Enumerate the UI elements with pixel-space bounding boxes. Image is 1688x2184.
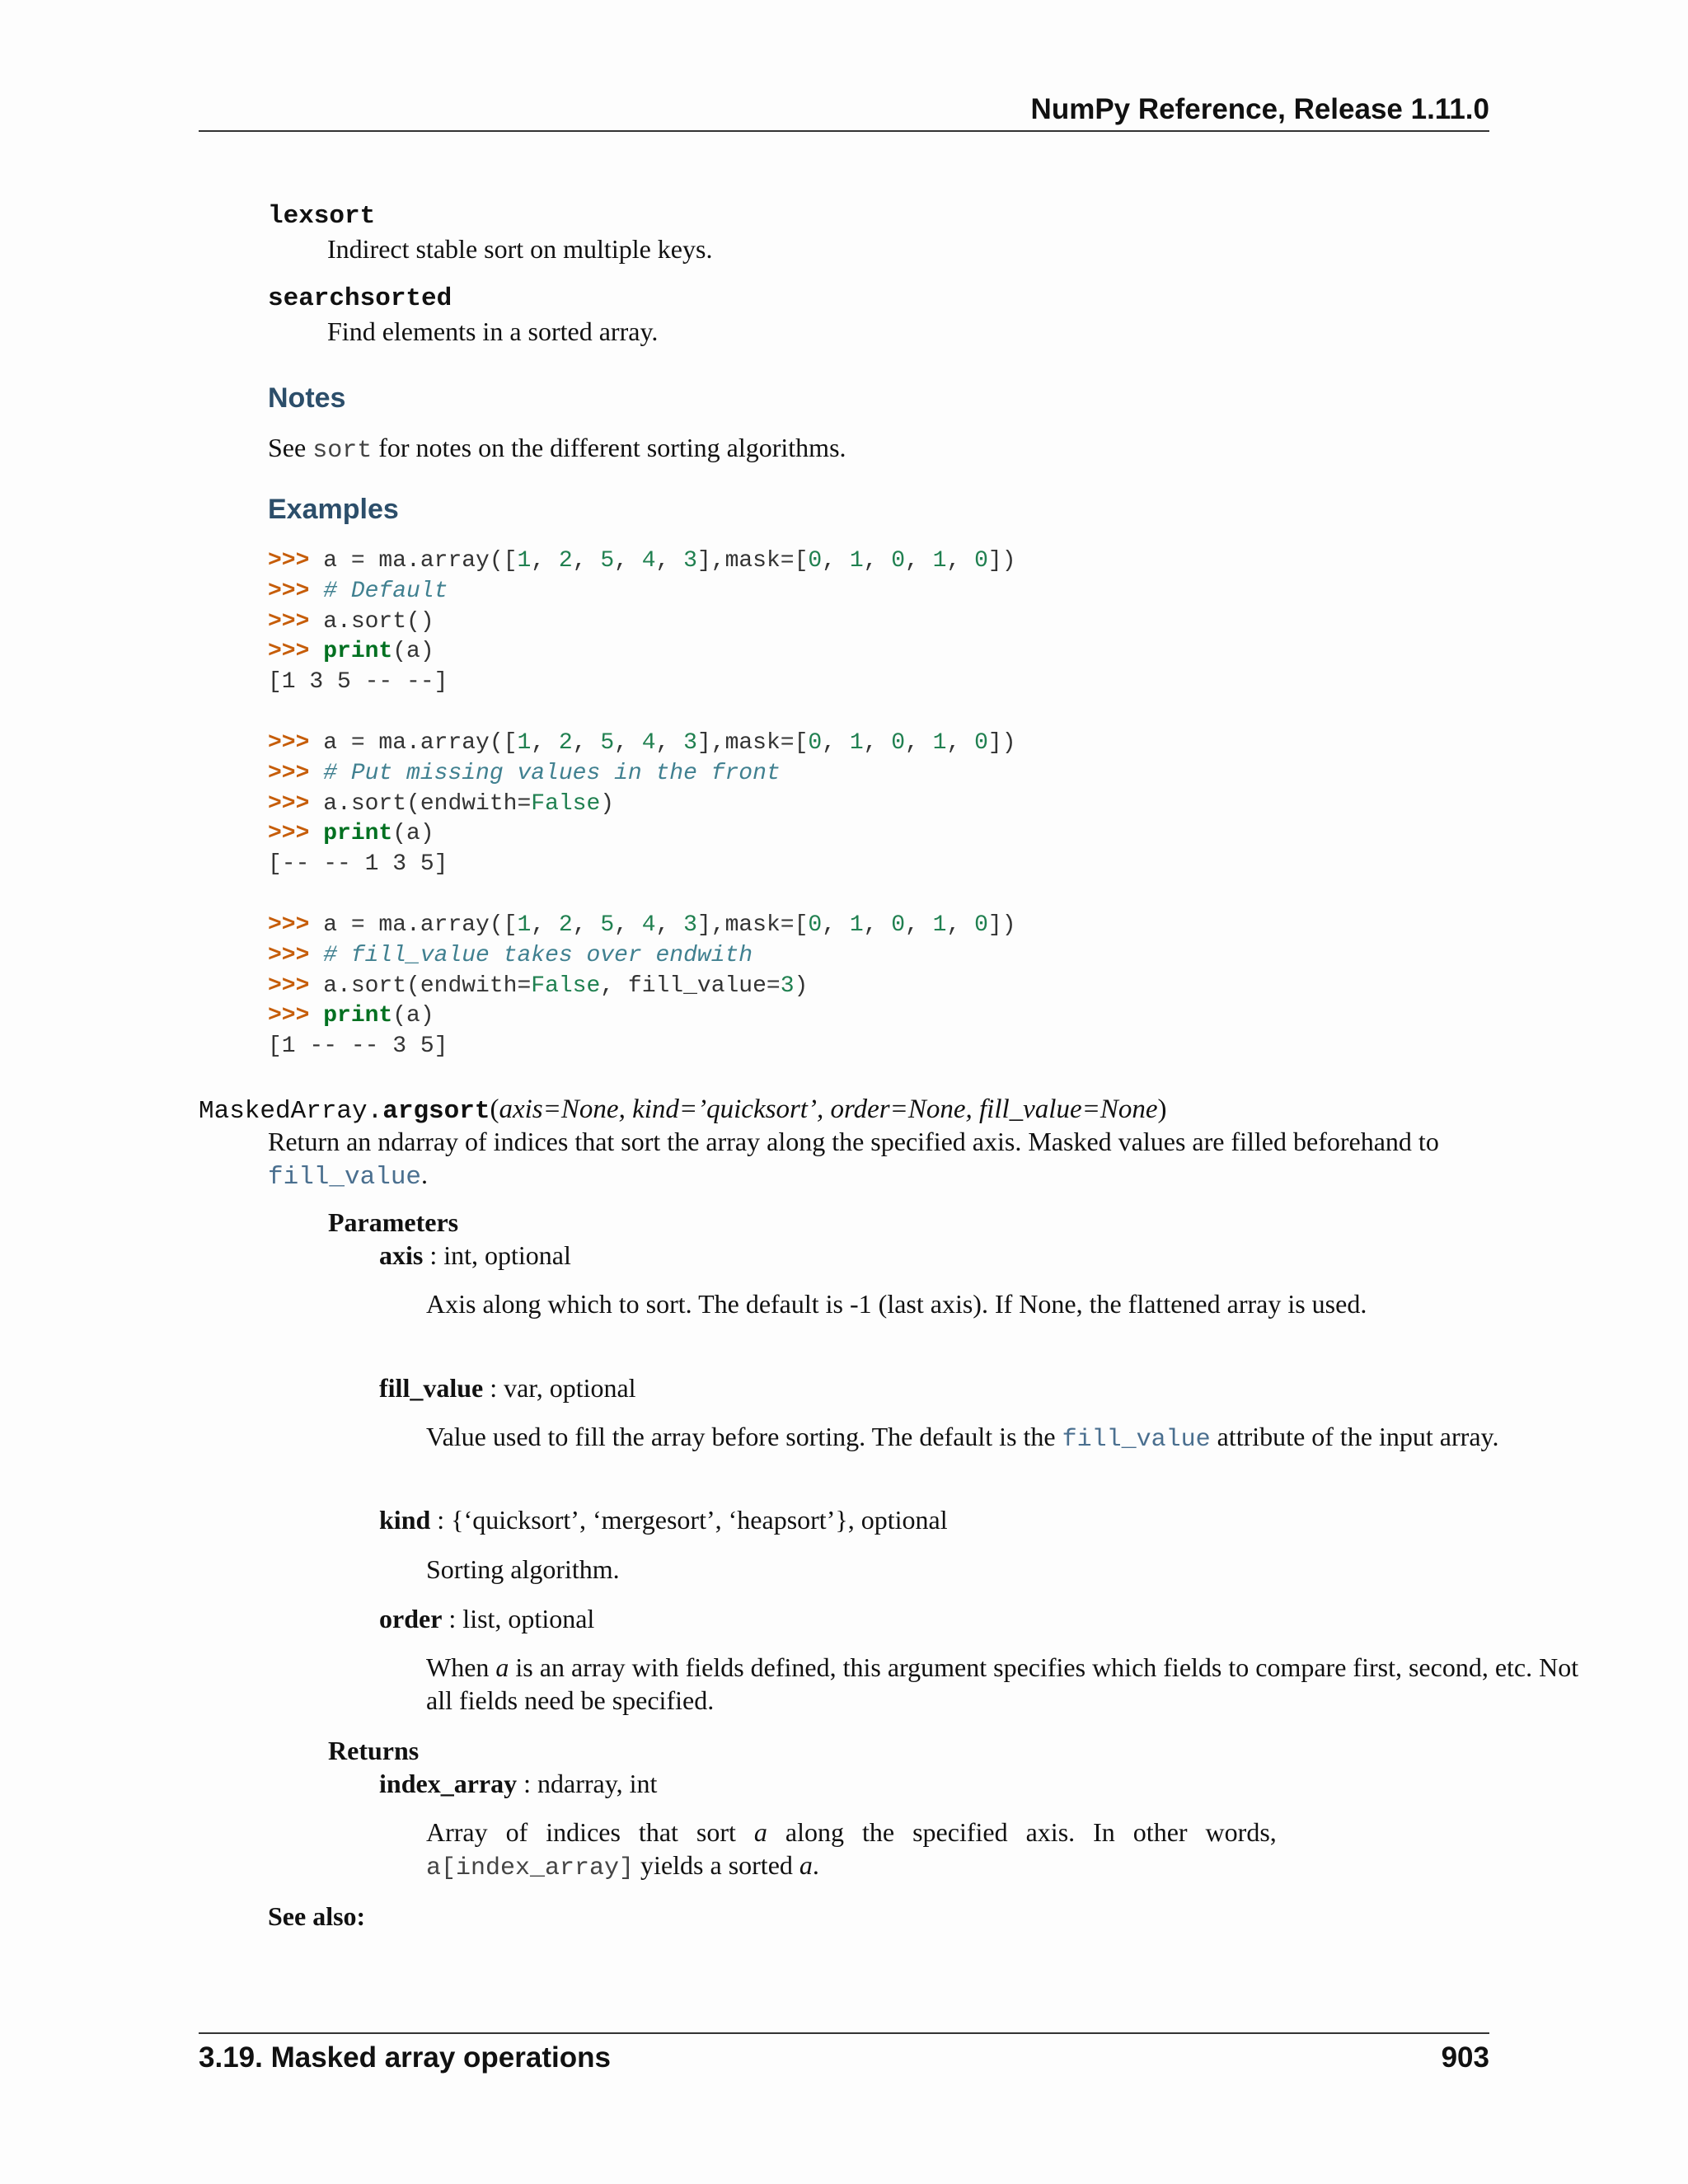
code-token-num: 3 — [683, 548, 697, 574]
code-token-num: 0 — [974, 912, 988, 938]
method-description — [268, 1125, 1489, 1194]
param-fill-value-name: fill_value — [379, 1373, 484, 1403]
code-token-plain: ]) — [987, 912, 1016, 938]
signature-close-paren: ) — [1157, 1094, 1167, 1124]
code-token-plain: ) — [794, 972, 809, 999]
code-token-prompt: >>> — [268, 730, 324, 756]
method-signature — [199, 1092, 1167, 1129]
code-line — [268, 819, 1422, 850]
notes-text-after: for notes on the different sorting algorithms. — [372, 433, 846, 462]
code-token-kw: print — [323, 821, 393, 847]
code-token-plain: , — [822, 730, 850, 756]
param-fill-value-header — [379, 1371, 636, 1404]
examples-heading: Examples — [268, 494, 399, 525]
param-order-desc-italic: a — [495, 1652, 509, 1682]
code-token-out: [1 3 5 -- --] — [268, 669, 448, 696]
code-token-prompt: >>> — [268, 790, 324, 817]
code-line — [268, 1032, 1422, 1062]
code-token-plain: ]) — [987, 548, 1016, 574]
returns-desc-part3: yields a sorted — [634, 1850, 799, 1880]
code-line — [268, 668, 1422, 698]
code-token-num: 2 — [558, 730, 573, 756]
code-token-plain: a.sort(endwith= — [323, 972, 532, 999]
code-token-prompt: >>> — [268, 912, 324, 938]
param-kind-header — [379, 1503, 948, 1536]
code-token-plain: a = ma.array([ — [323, 730, 518, 756]
code-token-num: 0 — [808, 548, 823, 574]
param-axis-description: Axis along which to sort. The default is -1 (last axis). If None, the flattened array is used. — [426, 1289, 1367, 1319]
returns-desc-italic2: a — [799, 1850, 813, 1880]
code-line — [268, 911, 1422, 941]
code-token-num: 5 — [600, 548, 615, 574]
code-token-kw: print — [323, 639, 393, 665]
code-token-num: 1 — [517, 912, 532, 938]
code-token-num: 4 — [641, 730, 656, 756]
code-token-plain: , — [863, 548, 892, 574]
code-token-num: False — [531, 790, 601, 817]
code-token-num: 3 — [780, 972, 795, 999]
footer-section-title: 3.19. Masked array operations — [199, 2041, 611, 2074]
returns-description — [426, 1816, 1580, 1885]
description-text: Return an ndarray of indices that sort the array along the specified axis. Masked values are filled beforehand to — [268, 1127, 1439, 1156]
code-token-num: 4 — [641, 912, 656, 938]
see-also-desc-searchsorted: Find elements in a sorted array. — [327, 316, 659, 346]
code-token-prompt: >>> — [268, 760, 324, 786]
code-token-plain: , — [614, 730, 642, 756]
code-token-num: 1 — [932, 912, 947, 938]
footer-page-number: 903 — [1441, 2041, 1489, 2074]
code-token-comment: # Default — [323, 578, 448, 604]
code-token-prompt: >>> — [268, 608, 324, 635]
code-token-num: 2 — [558, 548, 573, 574]
see-also-desc-lexsort: Indirect stable sort on multiple keys. — [327, 234, 713, 264]
code-line — [268, 850, 1422, 880]
code-token-plain: , — [655, 730, 684, 756]
code-token-prompt: >>> — [268, 578, 324, 604]
code-token-plain: ]) — [987, 730, 1016, 756]
returns-desc-end: . — [812, 1850, 819, 1880]
code-token-plain: , — [905, 912, 933, 938]
code-token-out: [-- -- 1 3 5] — [268, 851, 448, 878]
code-token-plain: ) — [600, 790, 615, 817]
code-token-plain: ],mask=[ — [696, 730, 809, 756]
code-token-out: [1 -- -- 3 5] — [268, 1033, 448, 1060]
code-token-num: 1 — [849, 730, 864, 756]
code-token-prompt: >>> — [268, 639, 324, 665]
param-fill-value-desc-after: attribute of the input array. — [1210, 1422, 1499, 1451]
code-token-plain: , — [531, 730, 559, 756]
code-token-kw: print — [323, 1003, 393, 1029]
code-token-plain: , — [531, 912, 559, 938]
code-token-num: 1 — [517, 548, 532, 574]
returns-desc-part2: along the specified axis. In other words, — [767, 1817, 1277, 1847]
returns-desc-italic1: a — [753, 1817, 767, 1847]
param-fill-value-type: : var, optional — [483, 1373, 636, 1403]
code-token-num: 3 — [683, 730, 697, 756]
code-token-num: 0 — [891, 548, 906, 574]
see-also-term-searchsorted[interactable]: searchsorted — [268, 284, 452, 313]
code-token-plain: , — [572, 912, 601, 938]
code-token-prompt: >>> — [268, 1003, 324, 1029]
code-line — [268, 941, 1422, 972]
code-token-num: 0 — [891, 912, 906, 938]
code-token-plain: , — [655, 548, 684, 574]
header-rule — [199, 130, 1489, 132]
code-token-num: 2 — [558, 912, 573, 938]
parameters-heading: Parameters — [328, 1207, 459, 1237]
returns-desc-part1: Array of indices that sort — [426, 1817, 754, 1847]
code-token-plain: , — [863, 730, 892, 756]
code-example-fill-value — [268, 911, 1422, 1062]
code-line — [268, 759, 1422, 790]
code-token-plain: , — [655, 912, 684, 938]
code-token-prompt: >>> — [268, 548, 324, 574]
param-kind-name: kind — [379, 1505, 431, 1535]
see-also-list — [268, 201, 1422, 348]
code-token-plain: , fill_value= — [600, 972, 781, 999]
param-axis-name: axis — [379, 1240, 424, 1270]
signature-open-paren: ( — [490, 1094, 499, 1124]
code-token-num: 0 — [974, 548, 988, 574]
code-token-plain: , — [614, 548, 642, 574]
code-token-plain: , — [822, 548, 850, 574]
code-token-plain: a.sort() — [323, 608, 434, 635]
code-token-plain: , — [531, 548, 559, 574]
code-token-plain: , — [946, 912, 975, 938]
code-token-num: 5 — [600, 912, 615, 938]
fill-value-attribute-link[interactable]: fill_value — [1062, 1426, 1211, 1454]
code-line — [268, 790, 1422, 820]
code-token-plain: (a) — [392, 1003, 434, 1029]
code-token-comment: # fill_value takes over endwith — [323, 942, 753, 968]
code-token-num: 1 — [517, 730, 532, 756]
param-fill-value-description — [426, 1420, 1580, 1456]
code-token-plain: (a) — [392, 821, 434, 847]
notes-paragraph — [268, 431, 846, 467]
sort-reference-link[interactable]: sort — [312, 437, 373, 465]
code-token-num: 0 — [808, 730, 823, 756]
returns-heading: Returns — [328, 1736, 420, 1765]
fill-value-link[interactable]: fill_value — [268, 1163, 422, 1192]
code-token-num: 0 — [891, 730, 906, 756]
code-line — [268, 1001, 1422, 1032]
code-token-plain: , — [614, 912, 642, 938]
code-token-num: 0 — [974, 730, 988, 756]
code-token-num: 3 — [683, 912, 697, 938]
code-token-num: 1 — [932, 548, 947, 574]
code-token-plain: , — [946, 548, 975, 574]
code-token-num: 1 — [849, 912, 864, 938]
see-also-term-lexsort[interactable]: lexsort — [268, 202, 376, 231]
code-line — [268, 729, 1422, 759]
code-token-num: 5 — [600, 730, 615, 756]
signature-method-name: argsort — [382, 1097, 490, 1126]
returns-desc-code: a[index_array] — [426, 1854, 635, 1882]
returns-name: index_array — [379, 1769, 518, 1798]
code-token-num: 1 — [932, 730, 947, 756]
code-token-plain: , — [905, 548, 933, 574]
param-order-desc-after: is an array with fields defined, this argument specifies which fields to compare first, second, etc. Not all fields need be specified. — [426, 1652, 1579, 1715]
code-token-plain: (a) — [392, 639, 434, 665]
returns-header — [379, 1767, 657, 1800]
footer-rule — [199, 2032, 1489, 2034]
param-axis-type: : int, optional — [423, 1240, 571, 1270]
code-line — [268, 607, 1422, 638]
code-token-plain: a.sort(endwith= — [323, 790, 532, 817]
code-example-endwith — [268, 729, 1422, 880]
notes-heading: Notes — [268, 382, 346, 414]
code-token-prompt: >>> — [268, 821, 324, 847]
code-token-plain: , — [572, 730, 601, 756]
code-token-num: 1 — [849, 548, 864, 574]
running-header: NumPy Reference, Release 1.11.0 — [1030, 93, 1489, 125]
param-kind-type: : {‘quicksort’, ‘mergesort’, ‘heapsort’}, optional — [430, 1505, 948, 1535]
description-end: . — [421, 1160, 429, 1189]
code-token-num: False — [531, 972, 601, 999]
code-token-plain: , — [572, 548, 601, 574]
code-token-prompt: >>> — [268, 942, 324, 968]
param-order-header — [379, 1602, 594, 1635]
code-example-default — [268, 546, 1422, 698]
code-token-plain: ],mask=[ — [696, 548, 809, 574]
code-token-plain: a = ma.array([ — [323, 912, 518, 938]
see-also-label: See also: — [268, 1901, 366, 1931]
param-order-type: : list, optional — [442, 1604, 595, 1633]
signature-params: axis=None, kind=’quicksort’, order=None, fill_value=None — [499, 1094, 1158, 1124]
code-line — [268, 546, 1422, 577]
code-token-plain: ],mask=[ — [696, 912, 809, 938]
param-order-desc-before: When — [426, 1652, 496, 1682]
code-line — [268, 972, 1422, 1002]
code-token-plain: , — [905, 730, 933, 756]
param-axis-header — [379, 1239, 571, 1272]
code-token-comment: # Put missing values in the front — [323, 760, 781, 786]
param-kind-description: Sorting algorithm. — [426, 1554, 620, 1584]
returns-type: : ndarray, int — [517, 1769, 658, 1798]
code-token-prompt: >>> — [268, 972, 324, 999]
code-token-num: 4 — [641, 548, 656, 574]
code-token-plain: , — [946, 730, 975, 756]
code-line — [268, 637, 1422, 668]
code-token-plain: , — [822, 912, 850, 938]
code-token-plain: a = ma.array([ — [323, 548, 518, 574]
code-token-plain: , — [863, 912, 892, 938]
code-token-num: 0 — [808, 912, 823, 938]
signature-class-name: MaskedArray. — [199, 1097, 383, 1126]
param-order-description — [426, 1651, 1580, 1717]
param-fill-value-desc-before: Value used to fill the array before sorting. The default is the — [426, 1422, 1062, 1451]
document-page — [199, 0, 1579, 2184]
notes-text-before: See — [268, 433, 313, 462]
param-order-name: order — [379, 1604, 443, 1633]
code-line — [268, 577, 1422, 607]
